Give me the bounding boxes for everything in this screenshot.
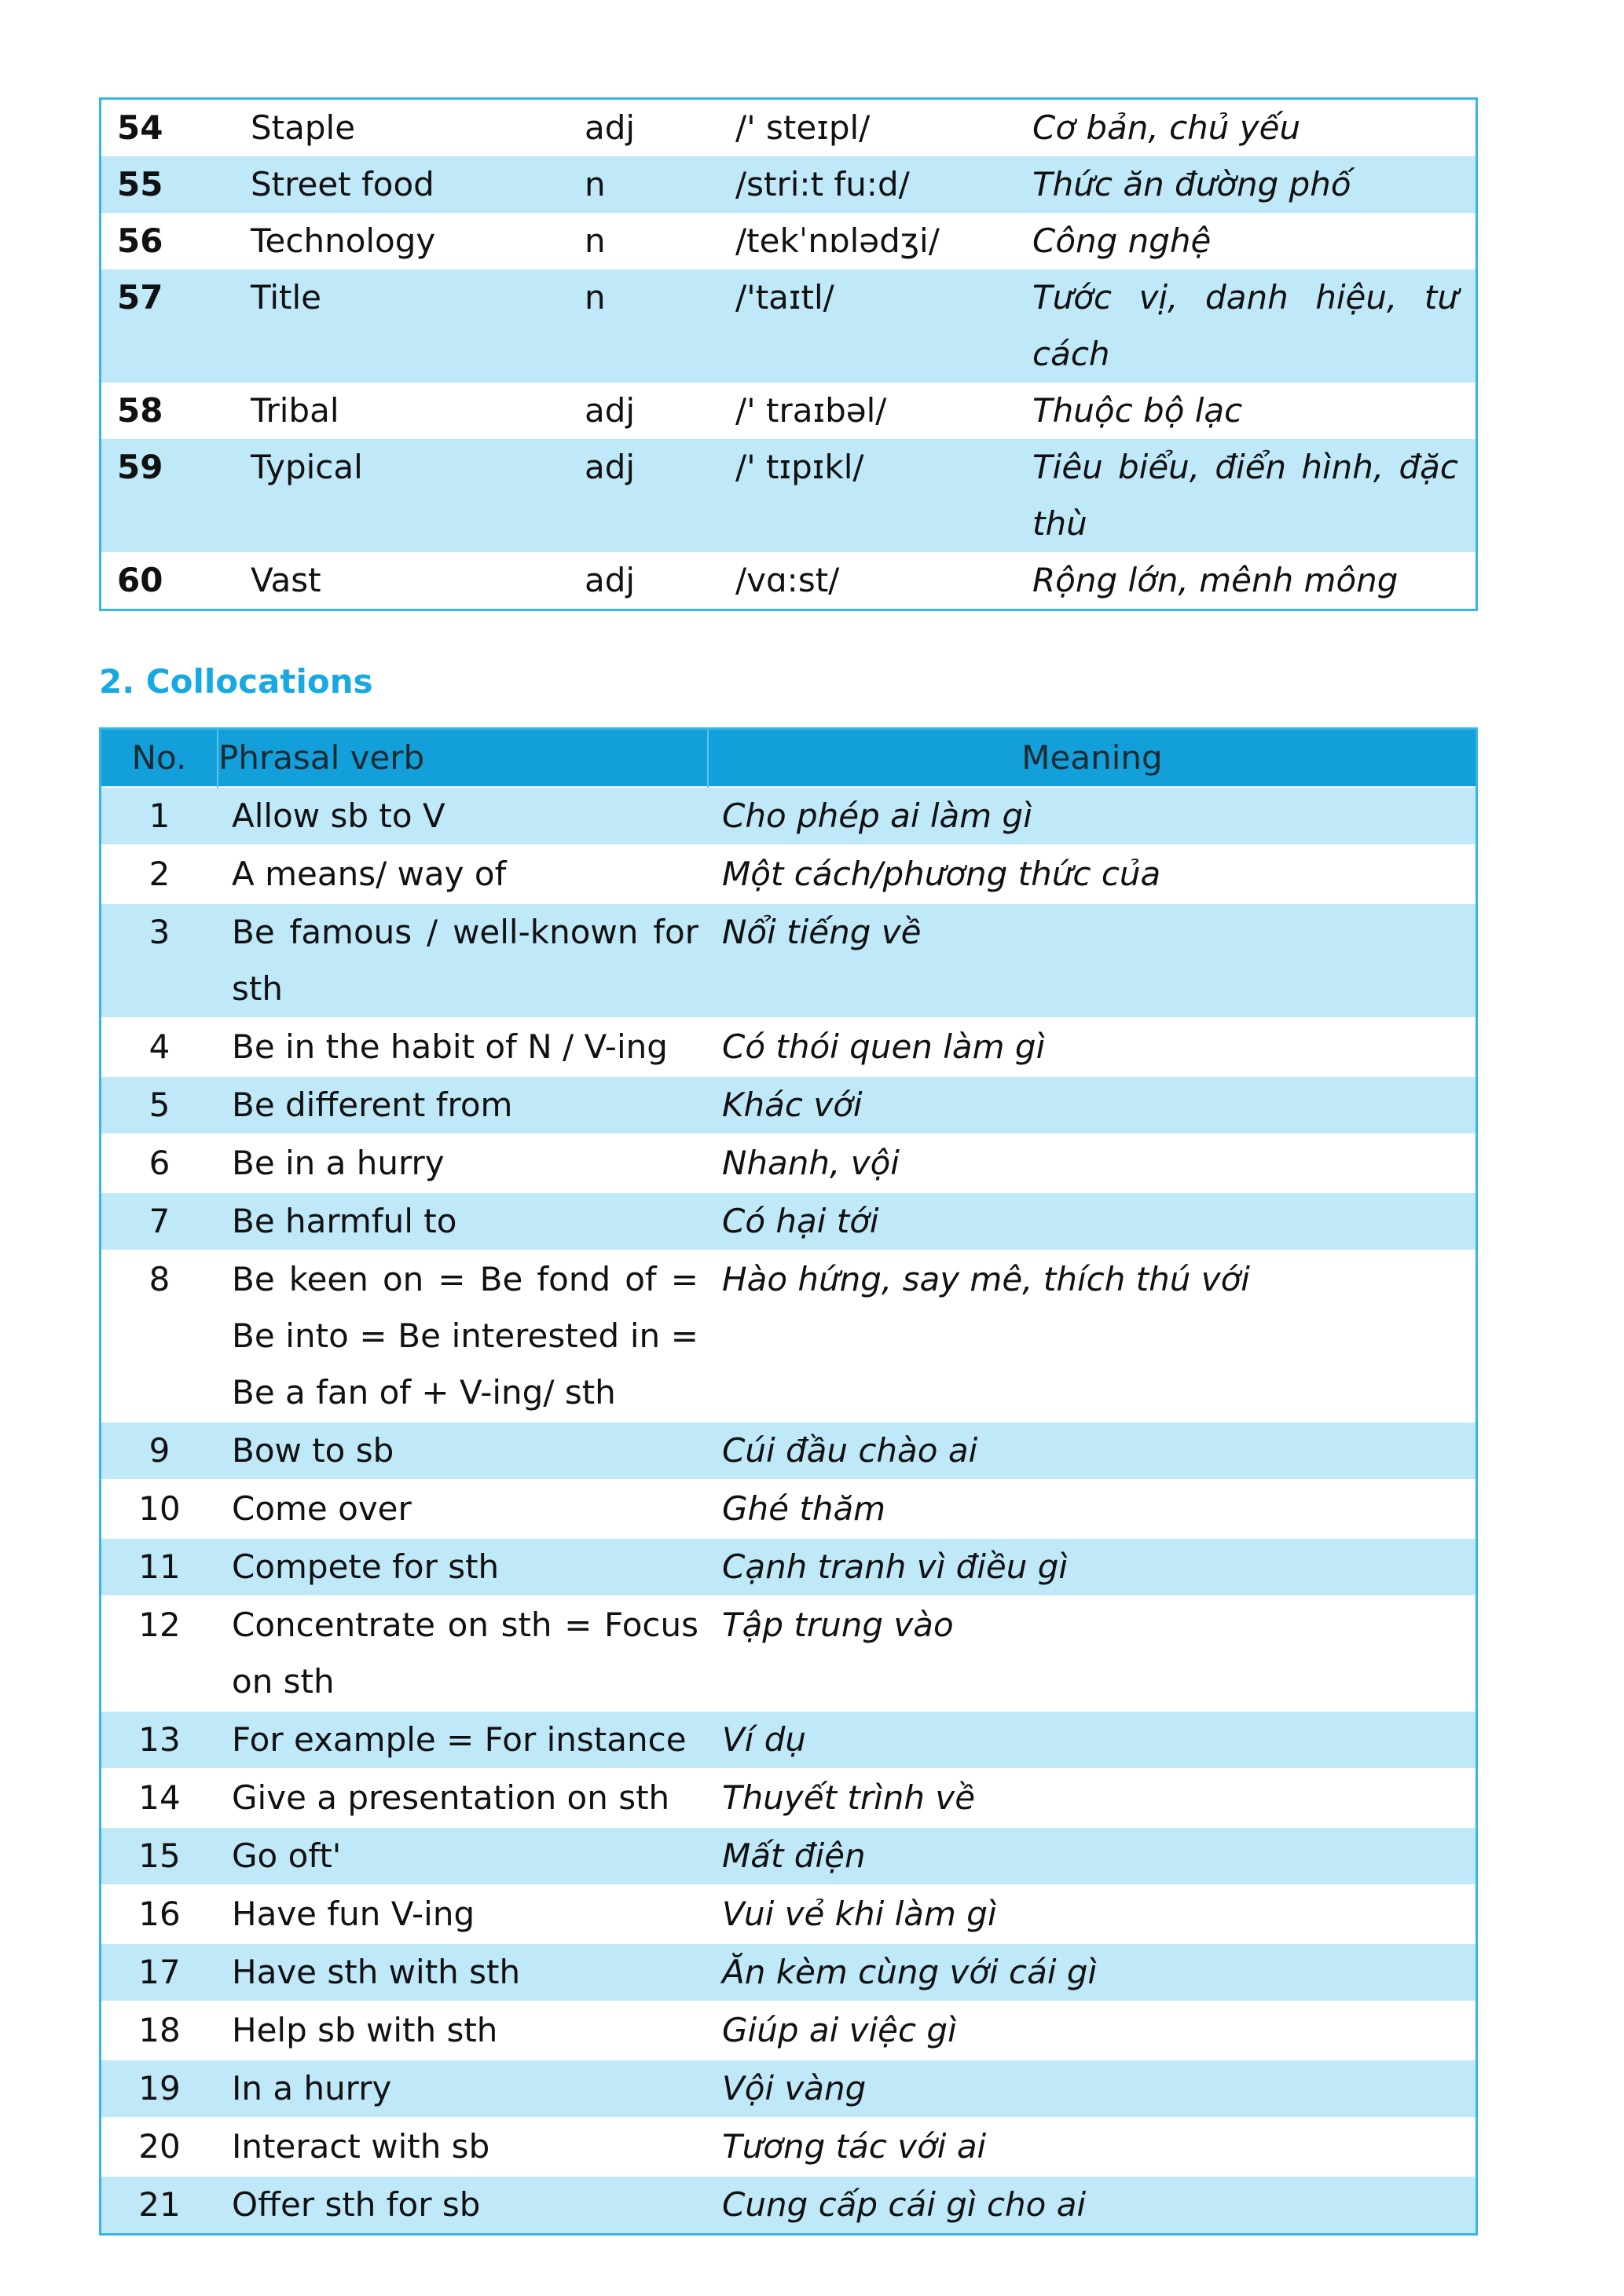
vocab-part-of-speech: n: [585, 222, 606, 260]
collocation-meaning: Cạnh tranh vì điều gì: [708, 1538, 1477, 1596]
collocation-number: 7: [101, 1192, 218, 1251]
collocations-table: [99, 727, 1478, 2236]
collocation-number: 13: [101, 1711, 218, 1769]
collocation-meaning: Khác với: [708, 1076, 1477, 1134]
collocation-phrase: Bow to sb: [218, 1422, 708, 1480]
vocab-number: 60: [117, 561, 163, 599]
vocab-number: 59: [117, 448, 163, 486]
collocation-meaning: Cúi đầu chào ai: [708, 1422, 1477, 1480]
vocab-word: Street food: [251, 165, 434, 203]
collocation-phrase: Interact with sb: [218, 2118, 708, 2176]
vocabulary-table-body: [101, 99, 1477, 610]
collocation-number: 18: [101, 2001, 218, 2060]
table-row: [101, 1018, 1477, 1076]
table-row: [101, 552, 1477, 610]
vocab-pronunciation: /' tɪpɪkl/: [735, 448, 864, 486]
collocation-phrase: Concentrate on sth = Focus on sth: [218, 1596, 708, 1711]
vocab-part-of-speech: adj: [585, 108, 636, 147]
collocation-meaning: Ghé thăm: [708, 1480, 1477, 1538]
collocation-phrase: Help sb with sth: [218, 2001, 708, 2060]
collocation-meaning: Có thói quen làm gì: [708, 1018, 1477, 1076]
collocation-phrase: A means/ way of: [218, 845, 708, 903]
table-row: [101, 1711, 1477, 1769]
collocation-number: 19: [101, 2060, 218, 2118]
table-row: [101, 787, 1477, 845]
collocation-phrase: Go oft': [218, 1827, 708, 1885]
header-phrasal-verb: Phrasal verb: [218, 729, 708, 788]
collocation-phrase: Come over: [218, 1480, 708, 1538]
vocab-pronunciation: /'taɪtl/: [735, 278, 834, 317]
vocab-number: 58: [117, 391, 163, 430]
section-heading-collocations: 2. Collocations: [99, 662, 373, 701]
collocation-meaning: Có hại tới: [708, 1192, 1477, 1251]
collocation-number: 9: [101, 1422, 218, 1480]
table-row: [101, 845, 1477, 903]
collocation-number: 6: [101, 1134, 218, 1192]
collocations-table-body: [101, 787, 1477, 2235]
collocation-meaning: Một cách/phương thức của: [708, 845, 1477, 903]
vocab-number: 54: [117, 108, 163, 147]
collocation-meaning: Cho phép ai làm gì: [708, 787, 1477, 845]
table-header-row: [101, 729, 1477, 788]
collocation-phrase: Be in a hurry: [218, 1134, 708, 1192]
collocation-meaning: Ăn kèm cùng với cái gì: [708, 1943, 1477, 2001]
table-row: [101, 1885, 1477, 1943]
table-row: [101, 383, 1477, 439]
table-row: [101, 269, 1477, 383]
vocab-pronunciation: /' steɪpl/: [735, 108, 871, 147]
table-row: [101, 1538, 1477, 1596]
vocab-meaning: Tiêu biểu, điển hình, đặc thù: [1032, 448, 1458, 543]
collocation-number: 3: [101, 903, 218, 1018]
collocation-meaning: Vội vàng: [708, 2060, 1477, 2118]
collocation-number: 1: [101, 787, 218, 845]
collocation-phrase: For example = For instance: [218, 1711, 708, 1769]
table-row: [101, 1422, 1477, 1480]
table-row: [101, 2118, 1477, 2176]
collocation-number: 12: [101, 1596, 218, 1711]
vocabulary-table: [99, 97, 1478, 611]
table-row: [101, 2060, 1477, 2118]
collocation-number: 5: [101, 1076, 218, 1134]
collocation-phrase: Be harmful to: [218, 1192, 708, 1251]
collocation-meaning: Cung cấp cái gì cho ai: [708, 2176, 1477, 2235]
vocab-word: Staple: [251, 108, 356, 147]
collocation-phrase: Be famous / well-known for sth: [218, 903, 708, 1018]
vocab-word: Typical: [251, 448, 363, 486]
vocab-pronunciation: /vɑ:st/: [735, 561, 840, 599]
table-row: [101, 213, 1477, 269]
table-row: [101, 1827, 1477, 1885]
vocab-meaning: Cơ bản, chủ yếu: [1032, 108, 1301, 147]
vocab-word: Tribal: [251, 391, 339, 430]
vocab-part-of-speech: n: [585, 278, 606, 317]
vocab-word: Technology: [251, 222, 436, 260]
table-row: [101, 156, 1477, 213]
collocation-meaning: Ví dụ: [708, 1711, 1477, 1769]
collocation-number: 15: [101, 1827, 218, 1885]
vocab-number: 56: [117, 222, 163, 260]
table-row: [101, 1480, 1477, 1538]
table-row: [101, 1192, 1477, 1251]
collocation-meaning: Vui vẻ khi làm gì: [708, 1885, 1477, 1943]
collocation-meaning: Mất điện: [708, 1827, 1477, 1885]
table-row: [101, 439, 1477, 552]
table-row: [101, 1134, 1477, 1192]
collocation-phrase: Offer sth for sb: [218, 2176, 708, 2235]
collocation-phrase: Compete for sth: [218, 1538, 708, 1596]
table-row: [101, 1251, 1477, 1422]
table-row: [101, 1596, 1477, 1711]
collocation-number: 17: [101, 1943, 218, 2001]
vocab-number: 55: [117, 165, 163, 203]
collocation-phrase: Be in the habit of N / V-ing: [218, 1018, 708, 1076]
collocation-phrase: Give a presentation on sth: [218, 1769, 708, 1827]
vocab-pronunciation: /stri:t fu:d/: [735, 165, 910, 203]
collocation-phrase: Be keen on = Be fond of = Be into = Be interested in = Be a fan of + V-ing/ sth: [218, 1251, 708, 1422]
collocation-number: 11: [101, 1538, 218, 1596]
vocab-meaning: Thuộc bộ lạc: [1032, 391, 1243, 430]
header-meaning: Meaning: [708, 729, 1477, 788]
collocation-meaning: Tương tác với ai: [708, 2118, 1477, 2176]
collocation-meaning: Giúp ai việc gì: [708, 2001, 1477, 2060]
collocation-meaning: Nổi tiếng về: [708, 903, 1477, 1018]
table-row: [101, 99, 1477, 157]
vocab-meaning: Tước vị, danh hiệu, tư cách: [1032, 278, 1458, 373]
collocation-meaning: Thuyết trình về: [708, 1769, 1477, 1827]
table-row: [101, 2176, 1477, 2235]
collocation-phrase: Have fun V-ing: [218, 1885, 708, 1943]
collocation-phrase: Be different from: [218, 1076, 708, 1134]
header-no: No.: [101, 729, 218, 788]
table-row: [101, 1943, 1477, 2001]
collocation-number: 20: [101, 2118, 218, 2176]
vocab-part-of-speech: adj: [585, 448, 636, 486]
collocation-phrase: In a hurry: [218, 2060, 708, 2118]
vocab-word: Vast: [251, 561, 321, 599]
vocab-word: Title: [251, 278, 322, 317]
vocab-meaning: Thức ăn đường phố: [1032, 165, 1351, 203]
collocation-number: 10: [101, 1480, 218, 1538]
vocab-pronunciation: /tekˈnɒlədʒi/: [735, 222, 940, 260]
table-row: [101, 1769, 1477, 1827]
vocab-number: 57: [117, 278, 163, 317]
collocation-meaning: Nhanh, vội: [708, 1134, 1477, 1192]
collocation-number: 16: [101, 1885, 218, 1943]
vocab-part-of-speech: n: [585, 165, 606, 203]
table-row: [101, 903, 1477, 1018]
collocation-number: 4: [101, 1018, 218, 1076]
collocation-number: 14: [101, 1769, 218, 1827]
vocab-meaning: Công nghệ: [1032, 222, 1212, 260]
vocab-pronunciation: /' traɪbəl/: [735, 391, 887, 430]
collocation-meaning: Hào hứng, say mê, thích thú với: [708, 1251, 1477, 1422]
table-row: [101, 2001, 1477, 2060]
collocation-phrase: Have sth with sth: [218, 1943, 708, 2001]
vocab-part-of-speech: adj: [585, 561, 636, 599]
collocation-meaning: Tập trung vào: [708, 1596, 1477, 1711]
collocation-phrase: Allow sb to V: [218, 787, 708, 845]
collocation-number: 2: [101, 845, 218, 903]
vocab-meaning: Rộng lớn, mênh mông: [1032, 561, 1399, 599]
collocation-number: 21: [101, 2176, 218, 2235]
collocation-number: 8: [101, 1251, 218, 1422]
table-row: [101, 1076, 1477, 1134]
vocab-part-of-speech: adj: [585, 391, 636, 430]
